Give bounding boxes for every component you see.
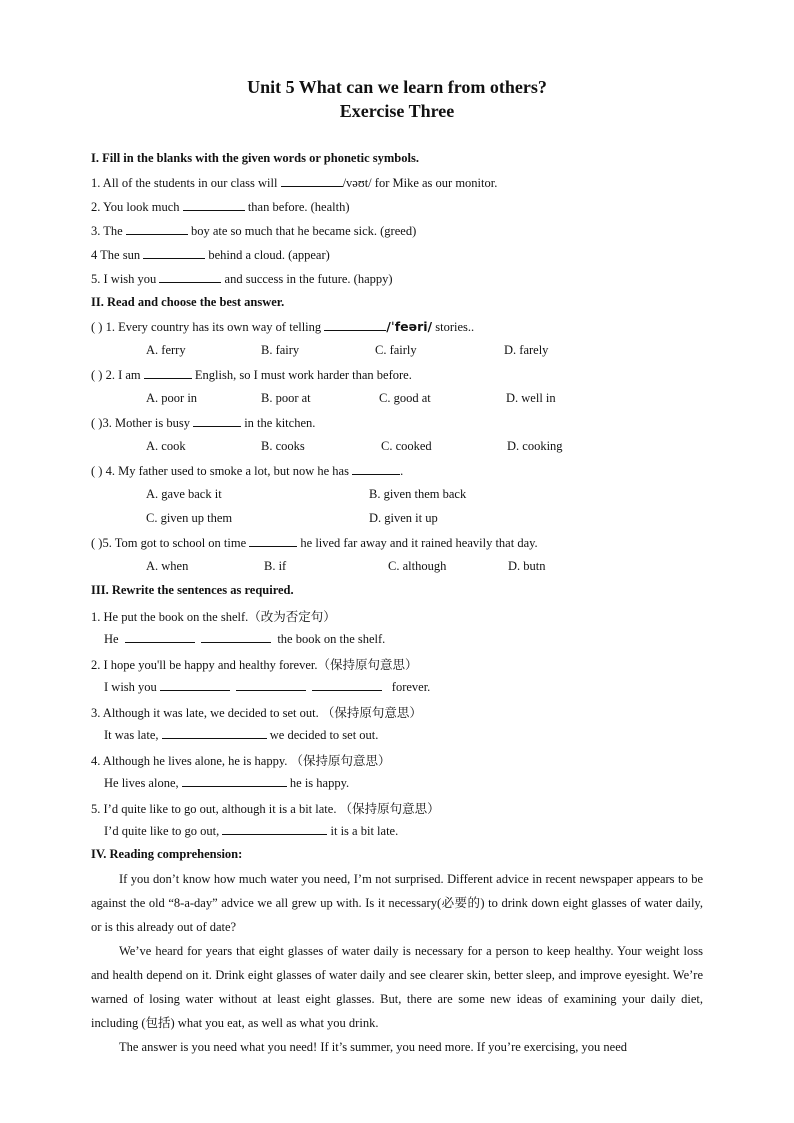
option-a: A. poor in <box>146 391 198 405</box>
rewrite-question-2: 2. I hope you'll be happy and healthy forever.（保持原句意思） <box>91 658 418 672</box>
phonetic-symbol: /ˈfeəri/ <box>386 319 433 334</box>
option-a: A. gave back it <box>146 487 222 501</box>
answer-blank[interactable] <box>249 535 297 547</box>
answer-blank[interactable] <box>126 223 188 235</box>
fill-item-4: 4 The sun behind a cloud. (appear) <box>91 248 330 262</box>
mc-question-5: ( )5. Tom got to school on time he lived far away and it rained heavily that day. <box>91 536 538 550</box>
fill-item-1: 1. All of the students in our class will /vəʊt/ for Mike as our monitor. <box>91 176 498 190</box>
fill-item-2: 2. You look much than before. (health) <box>91 200 350 214</box>
section-2-heading: II. Read and choose the best answer. <box>91 295 285 309</box>
option-c: C. cooked <box>381 439 432 453</box>
answer-blank[interactable] <box>143 247 205 259</box>
option-d: D. given it up <box>369 511 438 525</box>
option-b: B. given them back <box>369 487 467 501</box>
answer-blank[interactable] <box>159 271 221 283</box>
option-b: B. if <box>264 559 287 573</box>
section-4-heading: IV. Reading comprehension: <box>91 847 243 861</box>
reading-paragraph-3: The answer is you need what you need! If it’s summer, you need more. If you’re exercising, you need <box>119 1040 628 1054</box>
option-b: B. fairy <box>261 343 300 357</box>
answer-blank[interactable] <box>236 679 306 691</box>
option-c: C. fairly <box>375 343 417 357</box>
rewrite-question-5: 5. I’d quite like to go out, although it is a bit late. （保持原句意思） <box>91 802 440 816</box>
option-d: D. well in <box>506 391 556 405</box>
answer-blank[interactable] <box>281 175 343 187</box>
mc-question-3: ( )3. Mother is busy in the kitchen. <box>91 416 316 430</box>
option-b: B. poor at <box>261 391 311 405</box>
rewrite-question-1: 1. He put the book on the shelf.（改为否定句） <box>91 610 336 624</box>
section-3-heading: III. Rewrite the sentences as required. <box>91 583 294 597</box>
mc-question-4: ( ) 4. My father used to smoke a lot, but now he has . <box>91 464 404 478</box>
option-c: C. although <box>388 559 447 573</box>
rewrite-question-3: 3. Although it was late, we decided to set out. （保持原句意思） <box>91 706 422 720</box>
mc-question-2: ( ) 2. I am English, so I must work harder than before. <box>91 368 412 382</box>
option-d: D. farely <box>504 343 549 357</box>
answer-blank[interactable] <box>352 463 400 475</box>
answer-blank[interactable] <box>162 727 267 739</box>
answer-blank[interactable] <box>324 319 386 331</box>
answer-blank[interactable] <box>183 199 245 211</box>
page-title: Unit 5 What can we learn from others? <box>247 77 547 97</box>
fill-item-3: 3. The boy ate so much that he became sick. (greed) <box>91 224 417 238</box>
option-b: B. cooks <box>261 439 305 453</box>
answer-blank[interactable] <box>144 367 192 379</box>
reading-paragraph-1: If you don’t know how much water you need, I’m not surprised. Different advice in recent newspaper appears to be against the old “8-a-day” advice we all grew up with. Is it necessary(必要的) to drink down eight glasses of water daily, or is this already out of date? <box>91 872 703 934</box>
option-a: A. cook <box>146 439 186 453</box>
rewrite-answer-2: I wish you forever. <box>104 680 431 694</box>
option-a: A. when <box>146 559 189 573</box>
answer-blank[interactable] <box>182 775 287 787</box>
option-a: A. ferry <box>146 343 186 357</box>
option-d: D. butn <box>508 559 546 573</box>
answer-blank[interactable] <box>222 823 327 835</box>
answer-blank[interactable] <box>160 679 230 691</box>
section-1-heading: I. Fill in the blanks with the given words or phonetic symbols. <box>91 151 419 165</box>
page-subtitle: Exercise Three <box>339 101 455 121</box>
option-c: C. given up them <box>146 511 233 525</box>
rewrite-answer-1: He the book on the shelf. <box>104 632 386 646</box>
reading-paragraph-2: We’ve heard for years that eight glasses of water daily is necessary for a person to keep healthy. Your weight loss and health depend on it. Drink eight glasses of water daily and see clearer skin, better sleep, and improve eyesight. We’re warned of losing water without at least eight glasses. But, there are some new ideas of examining your daily diet, including (包括) what you eat, as well as what you drink. <box>91 944 703 1030</box>
rewrite-question-4: 4. Although he lives alone, he is happy. （保持原句意思） <box>91 754 391 768</box>
answer-blank[interactable] <box>125 631 195 643</box>
fill-item-5: 5. I wish you and success in the future. (happy) <box>91 272 393 286</box>
rewrite-answer-5: I’d quite like to go out, it is a bit late. <box>104 824 399 838</box>
rewrite-answer-3: It was late, we decided to set out. <box>104 728 379 742</box>
option-c: C. good at <box>379 391 431 405</box>
answer-blank[interactable] <box>193 415 241 427</box>
answer-blank[interactable] <box>312 679 382 691</box>
answer-blank[interactable] <box>201 631 271 643</box>
option-d: D. cooking <box>507 439 563 453</box>
rewrite-answer-4: He lives alone, he is happy. <box>104 776 350 790</box>
mc-question-1: ( ) 1. Every country has its own way of telling /ˈfeəri/ stories.. <box>91 319 475 334</box>
